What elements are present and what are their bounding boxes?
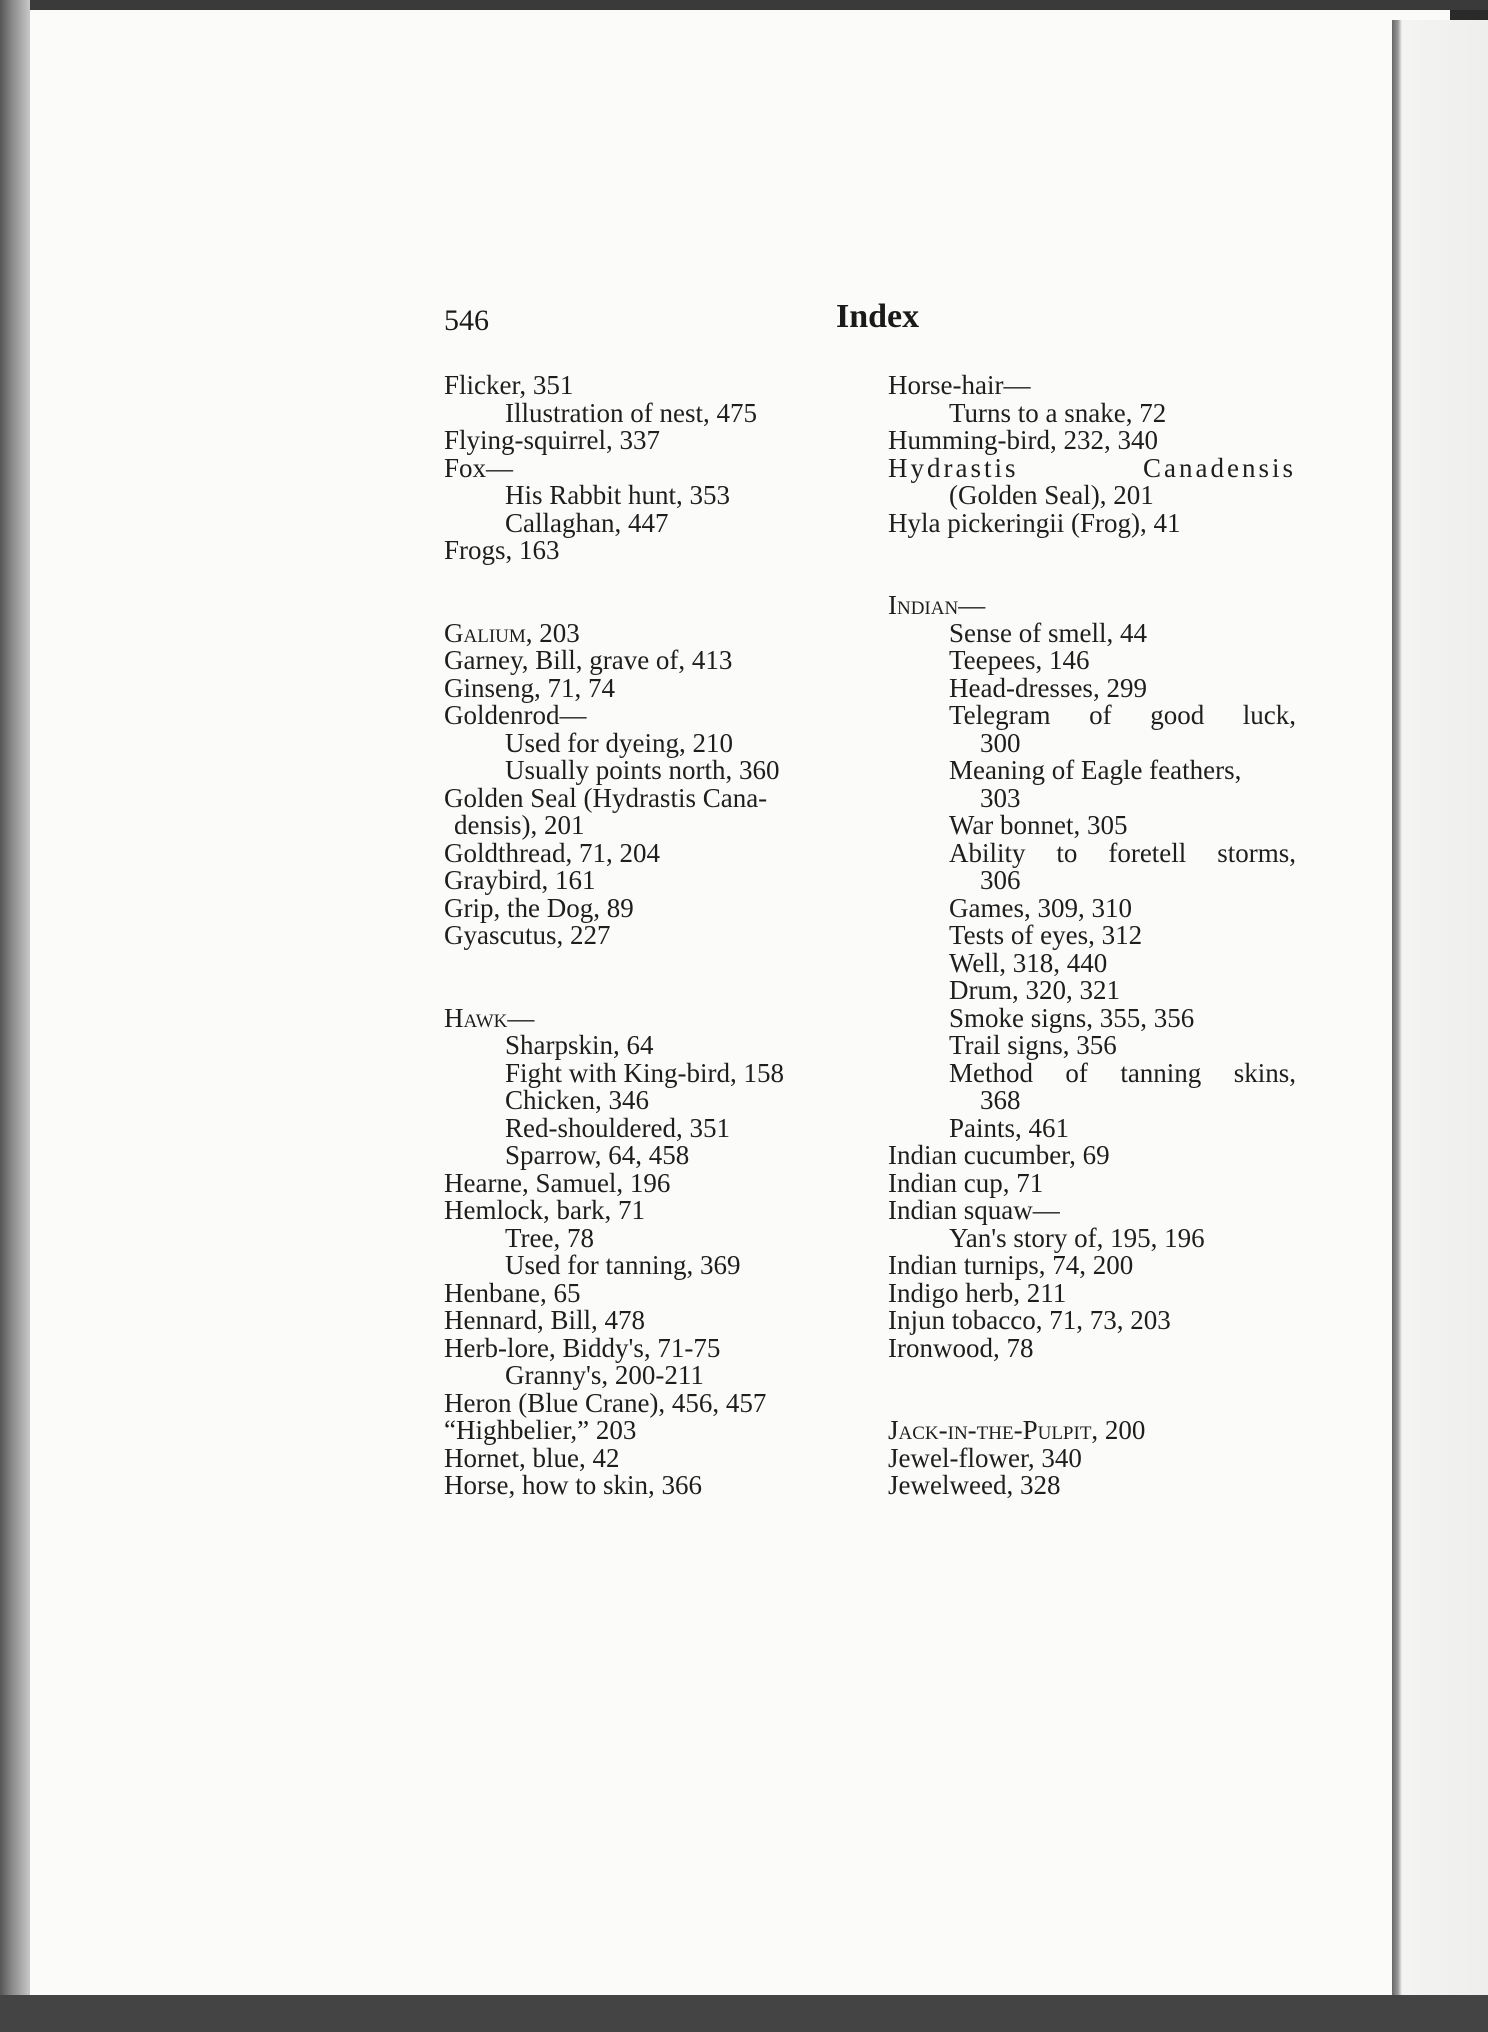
entry-word: luck, bbox=[1242, 700, 1296, 730]
page-number: 546 bbox=[444, 304, 489, 337]
entry-word: skins, bbox=[1233, 1057, 1296, 1088]
index-subentry: His Rabbit hunt, 353 bbox=[505, 480, 731, 510]
index-entry bbox=[888, 452, 1296, 483]
index-subentry: Red-shouldered, 351 bbox=[505, 1112, 730, 1143]
entry-word: Ability bbox=[949, 837, 1026, 868]
entry-word: good bbox=[1150, 700, 1205, 730]
running-head: Index bbox=[836, 298, 920, 335]
index-entry: Jewelweed, 328 bbox=[888, 1470, 1061, 1500]
letter-section-gap bbox=[444, 565, 864, 620]
index-subentry: (Golden Seal), 201 bbox=[949, 480, 1154, 510]
index-entry: Graybird, 161 bbox=[444, 865, 596, 895]
scan-bottom-border bbox=[0, 1995, 1488, 2032]
letter-section-gap bbox=[888, 537, 1296, 592]
heading-suffix: — bbox=[958, 590, 986, 620]
index-entry: Horse-hair— bbox=[888, 370, 1031, 400]
index-entry: Fox— bbox=[444, 452, 514, 483]
index-subentry: Trail signs, 356 bbox=[949, 1030, 1117, 1060]
index-subentry: War bonnet, 305 bbox=[949, 810, 1128, 840]
index-letter-heading bbox=[444, 617, 864, 648]
heading-suffix: — bbox=[507, 1002, 535, 1033]
index-letter-heading bbox=[444, 1002, 864, 1033]
index-subentry: Turns to a snake, 72 bbox=[949, 397, 1167, 428]
index-subentry: Games, 309, 310 bbox=[949, 892, 1132, 923]
index-entry: Injun tobacco, 71, 73, 203 bbox=[888, 1305, 1171, 1335]
index-entry: Hornet, blue, 42 bbox=[444, 1442, 620, 1473]
index-entry: Indian cucumber, 69 bbox=[888, 1140, 1110, 1170]
index-subentry: Callaghan, 447 bbox=[505, 507, 669, 538]
index-entry: Flying-squirrel, 337 bbox=[444, 425, 660, 455]
index-entry: Indian squaw— bbox=[888, 1195, 1060, 1225]
index-entry: Jewel-flower, 340 bbox=[888, 1442, 1082, 1473]
index-subentry: Head-dresses, 299 bbox=[949, 672, 1147, 703]
index-entry: Ginseng, 71, 74 bbox=[444, 672, 615, 703]
entry-word: of bbox=[1089, 700, 1112, 730]
index-entry: Henbane, 65 bbox=[444, 1277, 581, 1308]
index-entry-continuation: 300 bbox=[980, 727, 1021, 758]
index-subentry: Sparrow, 64, 458 bbox=[505, 1140, 690, 1170]
index-entry: Grip, the Dog, 89 bbox=[444, 892, 634, 923]
index-subentry: Fight with King-bird, 158 bbox=[505, 1057, 785, 1088]
index-entry: Hearne, Samuel, 196 bbox=[444, 1167, 671, 1198]
index-entry: Frogs, 163 bbox=[444, 535, 560, 565]
index-entry: Gyascutus, 227 bbox=[444, 920, 611, 950]
index-entry: Ironwood, 78 bbox=[888, 1332, 1034, 1363]
index-subentry: Sense of smell, 44 bbox=[949, 617, 1147, 648]
index-entry: Garney, Bill, grave of, 413 bbox=[444, 645, 733, 675]
index-subentry: Paints, 461 bbox=[949, 1112, 1070, 1143]
index-entry: Goldenrod— bbox=[444, 700, 587, 730]
entry-word: Canadensis bbox=[1143, 452, 1296, 483]
index-subentry: Teepees, 146 bbox=[949, 645, 1090, 675]
index-entry: Hennard, Bill, 478 bbox=[444, 1305, 645, 1335]
entry-word: to bbox=[1056, 837, 1078, 868]
index-letter-heading bbox=[888, 1417, 1296, 1445]
entry-word: foretell bbox=[1108, 837, 1187, 868]
index-entry: “Highbelier,” 203 bbox=[444, 1415, 637, 1445]
index-entry: Horse, how to skin, 366 bbox=[444, 1470, 702, 1500]
index-subentry bbox=[888, 702, 1296, 730]
index-subentry bbox=[888, 1057, 1296, 1088]
entry-word: tanning bbox=[1120, 1057, 1202, 1088]
index-subentry: Tests of eyes, 312 bbox=[949, 920, 1143, 950]
index-subentry: Usually points north, 360 bbox=[505, 755, 780, 785]
index-subentry: Yan's story of, 195, 196 bbox=[949, 1222, 1205, 1253]
index-entry-continuation: 303 bbox=[980, 782, 1021, 813]
index-entry: Hemlock, bark, 71 bbox=[444, 1195, 645, 1225]
heading-suffix: , 203 bbox=[525, 617, 580, 648]
letter-section-gap bbox=[888, 1362, 1296, 1417]
index-entry-continuation: densis), 201 bbox=[454, 810, 585, 840]
index-subentry: Drum, 320, 321 bbox=[949, 975, 1120, 1005]
index-entry-continuation: 306 bbox=[980, 865, 1021, 895]
entry-word: Hydrastis bbox=[888, 452, 1019, 483]
entry-word: Telegram bbox=[949, 700, 1051, 730]
entry-word: of bbox=[1065, 1057, 1088, 1088]
index-entry: Goldthread, 71, 204 bbox=[444, 837, 660, 868]
index-column-right bbox=[888, 372, 1296, 1500]
index-entry: Herb-lore, Biddy's, 71-75 bbox=[444, 1332, 721, 1363]
index-subentry: Chicken, 346 bbox=[505, 1085, 649, 1115]
index-subentry: Illustration of nest, 475 bbox=[505, 397, 757, 428]
heading-term: Galium bbox=[444, 617, 526, 648]
index-entry: Hyla pickeringii (Frog), 41 bbox=[888, 507, 1181, 538]
index-entry: Flicker, 351 bbox=[444, 370, 574, 400]
facing-page-edge bbox=[1392, 20, 1488, 1995]
index-subentry: Meaning of Eagle feathers, bbox=[949, 755, 1242, 785]
entry-word: storms, bbox=[1217, 837, 1296, 868]
index-column-left bbox=[444, 372, 864, 1500]
index-subentry: Tree, 78 bbox=[505, 1222, 595, 1253]
index-entry: Indigo herb, 211 bbox=[888, 1277, 1067, 1308]
index-entry: Humming-bird, 232, 340 bbox=[888, 425, 1158, 455]
index-entry: Indian turnips, 74, 200 bbox=[888, 1250, 1134, 1280]
index-subentry: Used for dyeing, 210 bbox=[505, 727, 733, 758]
index-entry: Indian cup, 71 bbox=[888, 1167, 1044, 1198]
letter-section-gap bbox=[444, 950, 864, 1005]
heading-suffix: , 200 bbox=[1091, 1415, 1146, 1445]
index-subentry: Well, 318, 440 bbox=[949, 947, 1108, 978]
index-entry: Golden Seal (Hydrastis Cana- bbox=[444, 782, 768, 813]
index-subentry: Used for tanning, 369 bbox=[505, 1250, 741, 1280]
index-subentry: Smoke signs, 355, 356 bbox=[949, 1002, 1195, 1033]
index-letter-heading bbox=[888, 592, 1296, 620]
heading-term: Jack-in-the-Pulpit bbox=[888, 1415, 1092, 1445]
index-subentry: Granny's, 200-211 bbox=[505, 1360, 704, 1390]
index-entry: Heron (Blue Crane), 456, 457 bbox=[444, 1387, 767, 1418]
index-subentry: Sharpskin, 64 bbox=[505, 1030, 654, 1060]
heading-term: Hawk bbox=[444, 1002, 508, 1033]
entry-word: Method bbox=[949, 1057, 1033, 1088]
index-entry-continuation: 368 bbox=[980, 1085, 1021, 1115]
index-subentry bbox=[888, 837, 1296, 868]
book-spine-edge bbox=[0, 0, 30, 2032]
heading-term: Indian bbox=[888, 590, 959, 620]
scan-top-border bbox=[0, 0, 1488, 10]
